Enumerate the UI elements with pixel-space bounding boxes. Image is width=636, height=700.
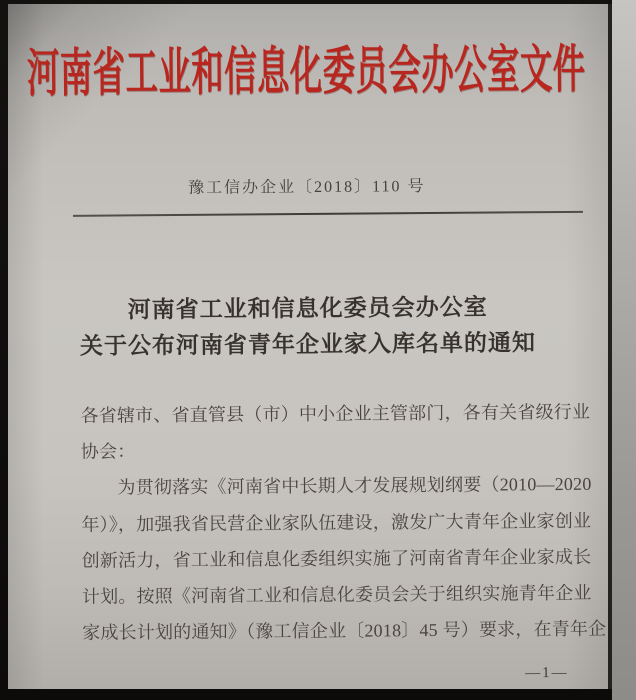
body-line: 年）》，加强我省民营企业家队伍建设，激发广大青年企业家创业 <box>81 510 592 535</box>
document-title-line-1: 河南省工业和信息化委员会办公室 <box>127 294 488 323</box>
document-page <box>8 4 612 689</box>
document-body <box>80 394 607 651</box>
letterhead-title: 河南省工业和信息化委员会办公室文件 <box>26 41 586 104</box>
body-line: 创新活力，省工业和信息化委组织实施了河南省青年企业家成长 <box>81 546 592 571</box>
document-title <box>8 289 609 366</box>
page-content <box>5 2 610 692</box>
page-number: —1— <box>525 664 569 682</box>
background-surface <box>612 0 636 700</box>
body-line: 家成长计划的通知》（豫工信企业〔2018〕45 号）要求，在青年企 <box>82 618 607 644</box>
letterhead-banner <box>6 40 606 107</box>
body-line: 计划。按照《河南省工业和信息化委员会关于组织实施青年企业 <box>81 582 592 607</box>
letterhead-divider <box>73 211 583 217</box>
document-number: 豫工信办企业〔2018〕110 号 <box>187 178 426 197</box>
body-line: 各省辖市、省直管县（市）中小企业主管部门，各有关省级行业 <box>80 401 591 426</box>
body-line: 为贯彻落实《河南省中长期人才发展规划纲要（2010—2020 <box>81 474 592 499</box>
document-title-line-2: 关于公布河南省青年企业家入库名单的通知 <box>79 330 537 359</box>
body-line: 协会： <box>80 441 136 462</box>
